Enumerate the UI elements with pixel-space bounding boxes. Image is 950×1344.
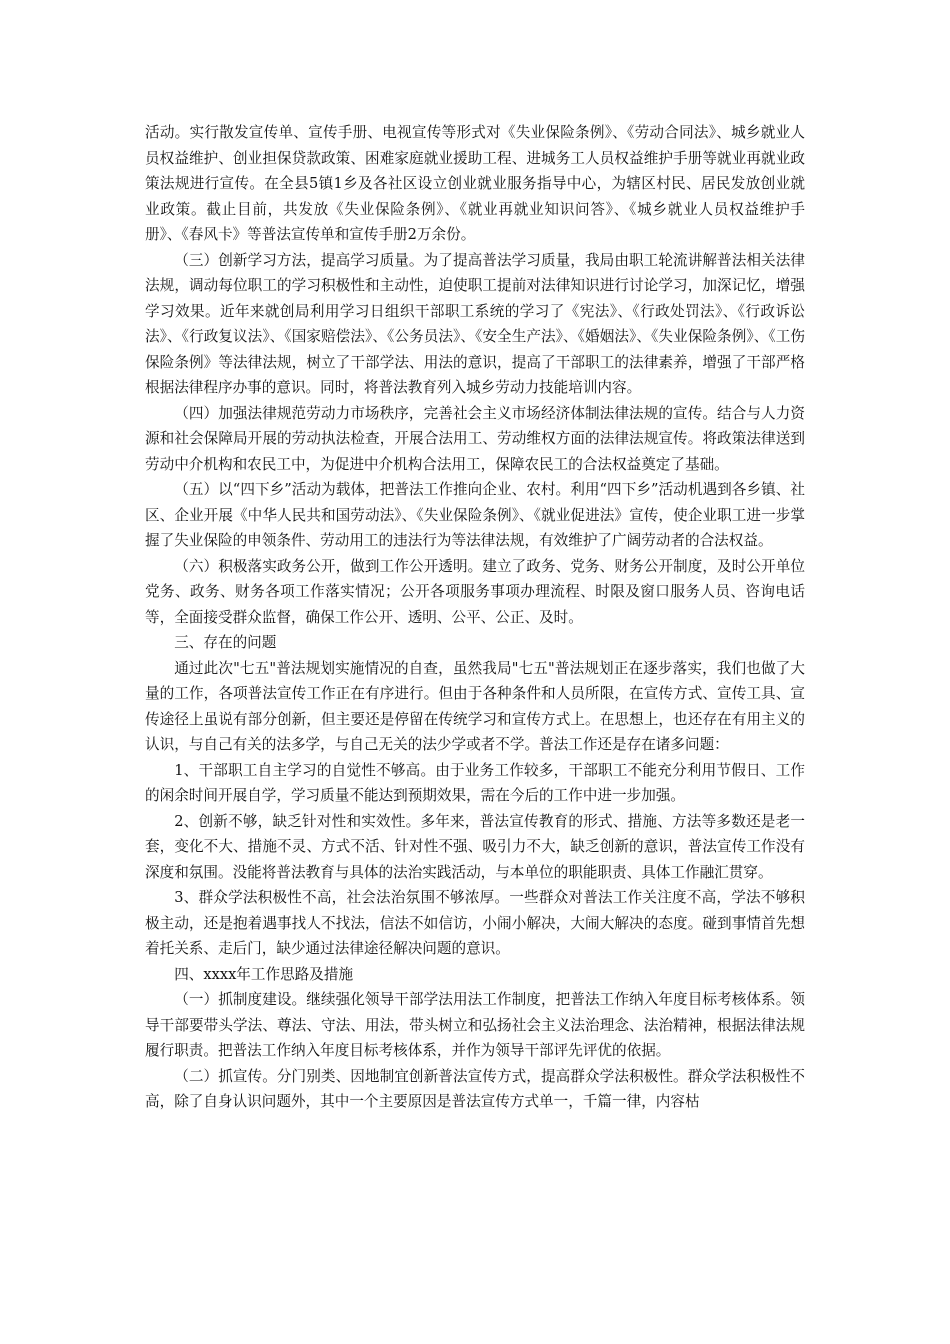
paragraph-problem-2: 2、创新不够，缺乏针对性和实效性。多年来，普法宣传教育的形式、措施、方法等多数还是老一套，变化不大、措施不灵、方式不活、针对性不强、吸引力不大，缺乏创新的意识，普法宣传工作没有深度和氛围。没能将普法教育与具体的法治实践活动，与本单位的职能职责、具体工作融汇贯穿。 [145,812,805,881]
paragraph-problems-intro: 通过此次"七五"普法规划实施情况的自查，虽然我局"七五"普法规划正在逐步落实，我们也做了大量的工作，各项普法宣传工作正在有序进行。但由于各种条件和人员所限，在宣传方式、宣传工具、宣传途径上虽说有部分创新，但主要还是停留在传统学习和宣传方式上。在思想上，也还存在有用主义的认识，与自己有关的法多学，与自己无关的法少学或者不学。普法工作还是存在诸多问题： [145,659,805,753]
paragraph-problem-3: 3、群众学法积极性不高，社会法治氛围不够浓厚。一些群众对普法工作关注度不高，学法不够积极主动，还是抱着遇事找人不找法，信法不如信访，小闹小解决，大闹大解决的态度。碰到事情首先想着托关系、走后门，缺少通过法律途径解决问题的意识。 [145,889,805,957]
paragraph-plan-1: （一）抓制度建设。继续强化领导干部学法用法工作制度，把普法工作纳入年度目标考核体系。领导干部要带头学法、尊法、守法、用法，带头树立和弘扬社会主义法治理念、法治精神，根据法律法规履行职责。把普法工作纳入年度目标考核体系，并作为领导干部评先评优的依据。 [145,991,805,1059]
paragraph-section-3: （三）创新学习方法，提高学习质量。为了提高普法学习质量，我局由职工轮流讲解普法相关法律法规，调动每位职工的学习积极性和主动性，迫使职工提前对法律知识进行讨论学习，加深记忆，增强学习效果。近年来就创局利用学习日组织干部职工系统的学习了《宪法》、《行政处罚法》、《行政诉讼法》、《行政复议法》、《国家赔偿法》、《公务员法》、《安全生产法》、《婚姻法》、《失业保险条例》、《工伤保险条例》等法律法规，树立了干部学法、用法的意识，提高了干部职工的法律素养，增强了干部严格根据法律程序办事的意识。同时，将普法教育列入城乡劳动力技能培训内容。 [145,251,805,396]
paragraph-continuation: 活动。实行散发宣传单、宣传手册、电视宣传等形式对《失业保险条例》、《劳动合同法》、城乡就业人员权益维护、创业担保贷款政策、困难家庭就业援助工程、进城务工人员权益维护手册等就业再就业政策法规进行宣传。在全县5镇1乡及各社区设立创业就业服务指导中心，为辖区村民、居民发放创业就业政策。截止目前，共发放《失业保险条例》、《就业再就业知识问答》、《城乡就业人员权益维护手册》、《春风卡》等普法宣传单和宣传手册2万余份。 [145,124,805,243]
heading-problems: 三、存在的问题 [174,634,277,651]
heading-work-plan: 四、xxxx年工作思路及措施 [174,965,354,983]
document-page [145,120,805,1115]
paragraph-plan-2: （二）抓宣传。分门别类、因地制宜创新普法宣传方式，提高群众学法积极性。群众学法积极性不高，除了自身认识问题外，其中一个主要原因是普法宣传方式单一，千篇一律，内容枯 [145,1067,805,1110]
paragraph-section-5: （五）以“四下乡”活动为载体，把普法工作推向企业、农村。利用“四下乡”活动机遇到各乡镇、社区、企业开展《中华人民共和国劳动法》、《失业保险条例》、《就业促进法》宣传，使企业职工进一步掌握了失业保险的申领条件、劳动用工的违法行为等法律法规，有效维护了广阔劳动者的合法权益。 [145,481,805,549]
paragraph-section-6: （六）积极落实政务公开，做到工作公开透明。建立了政务、党务、财务公开制度，及时公开单位党务、政务、财务各项工作落实情况；公开各项服务事项办理流程、时限及窗口服务人员、咨询电话等，全面接受群众监督，确保工作公开、透明、公平、公正、及时。 [145,557,805,626]
paragraph-problem-1: 1、干部职工自主学习的自觉性不够高。由于业务工作较多，干部职工不能充分利用节假日、工作的闲余时间开展自学，学习质量不能达到预期效果，需在今后的工作中进一步加强。 [145,761,805,804]
paragraph-section-4: （四）加强法律规范劳动力市场秩序，完善社会主义市场经济体制法律法规的宣传。结合与人力资源和社会保障局开展的劳动执法检查，开展合法用工、劳动维权方面的法律法规宣传。将政策法律送到劳动中介机构和农民工中，为促进中介机构合法用工，保障农民工的合法权益奠定了基础。 [145,404,805,473]
